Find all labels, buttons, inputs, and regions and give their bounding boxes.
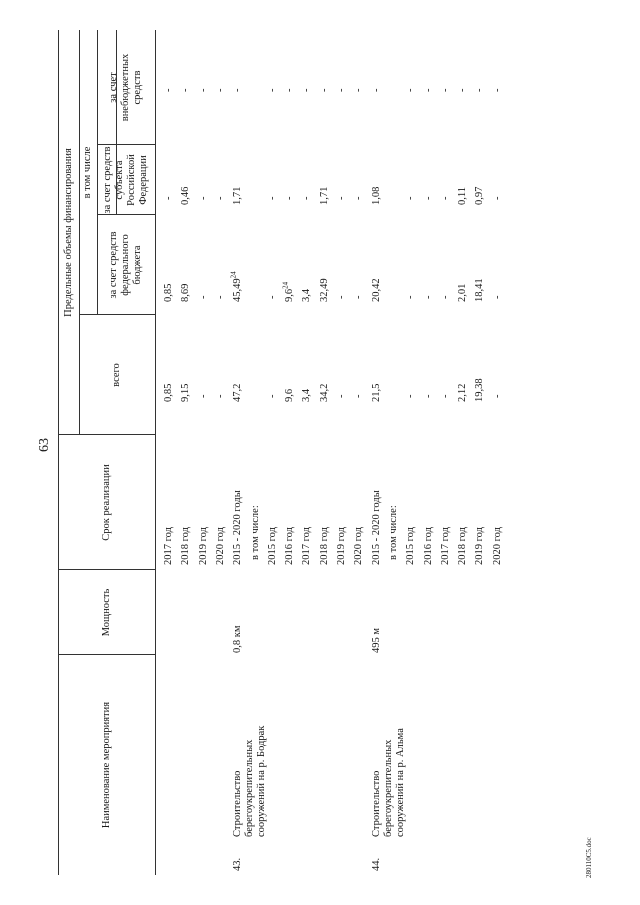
cell-period: 2020 год <box>353 527 365 565</box>
cell-extra: - <box>284 88 296 92</box>
cell-period: 2015 год <box>405 527 417 565</box>
cell-subject: - <box>266 196 278 200</box>
cell-num: 43. <box>232 857 244 871</box>
cell-total: 19,38 <box>474 378 486 402</box>
cell-total: - <box>214 394 226 398</box>
page-number: 63 <box>37 438 52 452</box>
cell-period: 2019 год <box>474 527 486 565</box>
cell-extra: - <box>336 88 347 92</box>
cell-period: в том числе: <box>249 505 261 560</box>
cell-subject: 0,97 <box>474 186 486 205</box>
cell-federal: 20,42 <box>370 278 382 302</box>
cell-total: 47,2 <box>232 383 244 402</box>
cell-period: 2017 год <box>163 527 174 565</box>
cell-subject: - <box>336 196 347 200</box>
cell-extra: - <box>370 88 382 92</box>
cell-total: 2,12 <box>457 383 469 402</box>
cell-period: 2015 - 2020 годы <box>232 490 244 565</box>
cell-subject: - <box>353 196 365 200</box>
cell-extra: - <box>422 88 434 92</box>
cell-extra: - <box>214 88 226 92</box>
cell-federal: - <box>197 295 209 299</box>
cell-total: - <box>422 394 434 398</box>
header-total: всего <box>111 363 122 387</box>
cell-extra: - <box>405 88 417 92</box>
cell-total: - <box>266 394 278 398</box>
cell-total: 21,5 <box>370 383 382 402</box>
cell-subject: - <box>284 196 296 200</box>
header-name: Наименование мероприятия <box>100 701 112 829</box>
cell-total: - <box>197 394 209 398</box>
cell-federal: - <box>266 295 278 299</box>
cell-total: 0,85 <box>163 383 174 402</box>
cell-period: 2017 год <box>301 527 313 565</box>
header-funding: Предельные объемы финансирования <box>62 148 74 317</box>
cell-subject: - <box>439 196 451 200</box>
header-bottom-rule <box>155 30 156 875</box>
cell-federal: $9,6^{24}$ <box>281 281 296 302</box>
cell-period: 2018 год <box>180 527 192 565</box>
header-federal: за счет средств федерального бюджета <box>108 231 143 299</box>
cell-subject: - <box>422 196 434 200</box>
footnote-marker: 24 <box>229 271 238 279</box>
cell-federal: - <box>422 295 434 299</box>
header-subject: за счет средств субъекта Российской Федерации <box>102 146 149 214</box>
cell-subject: 1,08 <box>370 186 382 205</box>
cell-period: 2016 год <box>422 527 434 565</box>
cell-name: Строительство берегоукрепительных сооружений на р. Бодрак <box>232 725 268 837</box>
cell-extra: - <box>439 88 451 92</box>
cell-subject: - <box>197 196 209 200</box>
cell-federal: - <box>214 295 226 299</box>
cell-total: - <box>336 394 347 398</box>
cell-total: 3,4 <box>301 388 313 402</box>
cell-period: 2018 год <box>318 527 330 565</box>
cell-extra: - <box>163 88 174 92</box>
cell-subject: 1,71 <box>232 186 244 205</box>
document-footer: 280110C5.doc <box>585 837 593 878</box>
cell-num: 44. <box>370 857 382 871</box>
header-capacity: Мощность <box>100 588 112 637</box>
cell-federal: - <box>353 295 365 299</box>
cell-period: 2019 год <box>197 527 209 565</box>
cell-period: 2020 год <box>491 527 503 565</box>
cell-subject: - <box>491 196 503 200</box>
cell-subject: 1,71 <box>318 186 330 205</box>
cell-capacity: 0,8 км <box>232 625 244 653</box>
cell-total: 9,6 <box>284 388 296 402</box>
cell-federal: 45,49$^{24}$ <box>229 271 244 302</box>
cell-name: Строительство берегоукрепительных сооружений на р. Альма <box>370 728 406 837</box>
cell-period: в том числе: <box>387 505 399 560</box>
cell-subject: - <box>163 196 174 200</box>
cell-period: 2016 год <box>284 527 296 565</box>
cell-extra: - <box>301 88 313 92</box>
cell-extra: - <box>266 88 278 92</box>
cell-subject: 0,46 <box>180 186 192 205</box>
cell-total: - <box>439 394 451 398</box>
header-period: Срок реализации <box>100 464 112 541</box>
cell-federal: - <box>405 295 417 299</box>
cell-extra: - <box>474 88 486 92</box>
cell-subject: - <box>214 196 226 200</box>
cell-federal: 32,49 <box>318 278 330 302</box>
cell-federal: - <box>336 295 347 299</box>
cell-federal: - <box>491 295 503 299</box>
cell-extra: - <box>457 88 469 92</box>
cell-total: - <box>491 394 503 398</box>
cell-subject: 0,11 <box>457 187 469 205</box>
cell-federal: - <box>439 295 451 299</box>
cell-federal: 18,41 <box>474 278 486 302</box>
cell-federal: 2,01 <box>457 283 469 302</box>
cell-period: 2018 год <box>457 527 469 565</box>
cell-subject: - <box>301 196 313 200</box>
cell-extra: - <box>353 88 365 92</box>
cell-extra: - <box>180 88 192 92</box>
cell-federal: 3,4 <box>301 288 313 302</box>
header-extrabudget: за счет внебюджетных средств <box>108 53 143 122</box>
cell-total: - <box>353 394 365 398</box>
cell-period: 2020 год <box>214 527 226 565</box>
footnote-marker: 24 <box>281 281 290 289</box>
cell-extra: - <box>197 88 209 92</box>
cell-extra: - <box>232 88 244 92</box>
cell-extra: - <box>491 88 503 92</box>
cell-federal: 0,85 <box>163 283 174 302</box>
cell-total: 34,2 <box>318 383 330 402</box>
cell-period: 2019 год <box>336 527 347 565</box>
cell-subject: - <box>405 196 417 200</box>
cell-period: 2015 год <box>266 527 278 565</box>
cell-extra: - <box>318 88 330 92</box>
cell-period: 2017 год <box>439 527 451 565</box>
cell-period: 2015 - 2020 годы <box>370 490 382 565</box>
cell-capacity: 495 м <box>370 627 382 653</box>
header-including: в том числе <box>82 146 93 199</box>
cell-total: - <box>405 394 417 398</box>
cell-federal: 8,69 <box>180 283 192 302</box>
cell-total: 9,15 <box>180 383 192 402</box>
